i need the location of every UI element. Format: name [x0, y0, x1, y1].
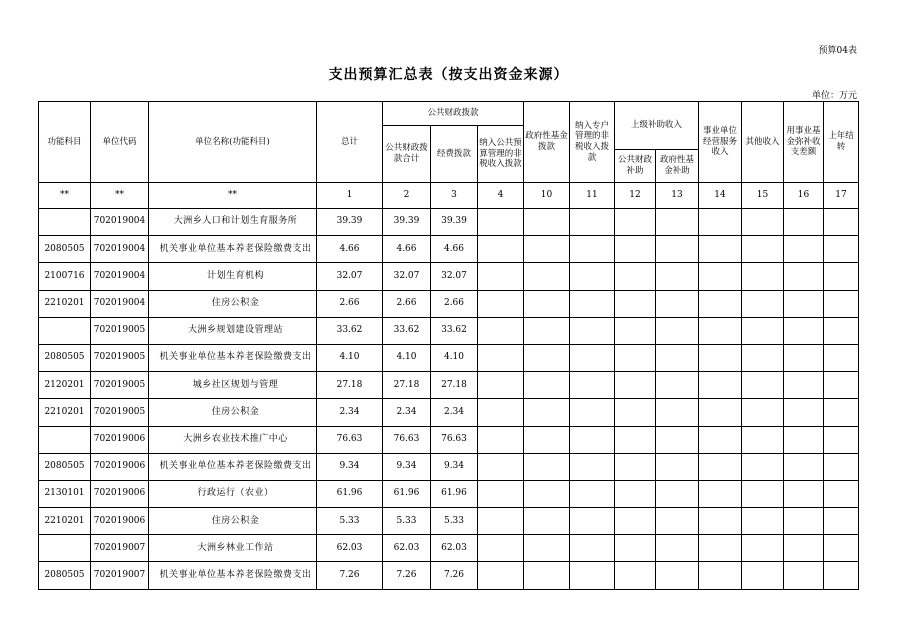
- cell-empty: [742, 317, 784, 344]
- cell-empty: [742, 236, 784, 263]
- cell-empty: [615, 344, 656, 371]
- cell-empty: [615, 535, 656, 562]
- cell-empty: [699, 508, 742, 535]
- cell-empty: [524, 535, 570, 562]
- cell-empty: [742, 535, 784, 562]
- cell-empty: [656, 535, 699, 562]
- cell-code: 702019004: [91, 290, 149, 317]
- cell-total: 27.18: [317, 372, 383, 399]
- cell-empty: [742, 426, 784, 453]
- cell-pf-funding: 2.66: [431, 290, 478, 317]
- cell-empty: [570, 372, 615, 399]
- cell-pf-funding: 32.07: [431, 263, 478, 290]
- cell-code: 702019005: [91, 372, 149, 399]
- unit-label: 单位：万元: [811, 91, 857, 101]
- cell-empty: [615, 562, 656, 589]
- cell-empty: [570, 263, 615, 290]
- cell-empty: [570, 236, 615, 263]
- cell-func: 2210201: [39, 290, 91, 317]
- cell-pf-total: 61.96: [383, 480, 431, 507]
- cell-name: 大洲乡林业工作站: [149, 535, 317, 562]
- cell-total: 4.66: [317, 236, 383, 263]
- cell-empty: [699, 562, 742, 589]
- cell-empty: [784, 344, 824, 371]
- cell-name: 住房公积金: [149, 290, 317, 317]
- cell-name: 行政运行（农业）: [149, 480, 317, 507]
- table-row: [39, 426, 859, 453]
- cell-total: 76.63: [317, 426, 383, 453]
- cell-empty: [742, 399, 784, 426]
- cell-empty: [824, 344, 859, 371]
- cell-total: 9.34: [317, 453, 383, 480]
- index-cell: 4: [478, 183, 524, 209]
- cell-name: 大洲乡规划建设管理站: [149, 317, 317, 344]
- cell-empty: [570, 480, 615, 507]
- cell-name: 计划生育机构: [149, 263, 317, 290]
- cell-pf-total: 5.33: [383, 508, 431, 535]
- cell-empty: [742, 562, 784, 589]
- cell-empty: [824, 236, 859, 263]
- cell-empty: [784, 290, 824, 317]
- cell-empty: [656, 480, 699, 507]
- cell-code: 702019006: [91, 426, 149, 453]
- table-row: [39, 453, 859, 480]
- cell-pf-funding: 7.26: [431, 562, 478, 589]
- index-cell: 16: [784, 183, 824, 209]
- cell-code: 702019004: [91, 263, 149, 290]
- page-title: 支出预算汇总表（按支出资金来源）: [328, 67, 569, 83]
- cell-empty: [478, 453, 524, 480]
- cell-pf-total: 7.26: [383, 562, 431, 589]
- cell-empty: [570, 426, 615, 453]
- table-row: [39, 399, 859, 426]
- cell-pf-funding: 33.62: [431, 317, 478, 344]
- cell-empty: [699, 290, 742, 317]
- cell-empty: [615, 480, 656, 507]
- cell-empty: [570, 535, 615, 562]
- cell-code: 702019004: [91, 236, 149, 263]
- index-cell: 12: [615, 183, 656, 209]
- cell-empty: [524, 263, 570, 290]
- header-sup-gov-fund: 政府性基金补助: [656, 150, 699, 183]
- index-row: [39, 183, 859, 209]
- cell-empty: [570, 317, 615, 344]
- cell-empty: [699, 344, 742, 371]
- cell-empty: [824, 399, 859, 426]
- cell-code: 702019005: [91, 317, 149, 344]
- index-cell: **: [149, 183, 317, 209]
- cell-pf-total: 39.39: [383, 209, 431, 236]
- cell-empty: [784, 263, 824, 290]
- cell-func: 2100716: [39, 263, 91, 290]
- cell-empty: [478, 535, 524, 562]
- cell-func: 2210201: [39, 399, 91, 426]
- cell-empty: [570, 562, 615, 589]
- cell-empty: [784, 426, 824, 453]
- cell-empty: [656, 344, 699, 371]
- cell-total: 39.39: [317, 209, 383, 236]
- cell-empty: [699, 372, 742, 399]
- budget-table: [38, 101, 859, 590]
- cell-total: 7.26: [317, 562, 383, 589]
- cell-total: 33.62: [317, 317, 383, 344]
- cell-empty: [824, 317, 859, 344]
- cell-empty: [656, 399, 699, 426]
- table-row: [39, 562, 859, 589]
- table-body: [39, 209, 859, 590]
- cell-code: 702019006: [91, 480, 149, 507]
- cell-empty: [742, 372, 784, 399]
- index-cell: 3: [431, 183, 478, 209]
- cell-code: 702019005: [91, 344, 149, 371]
- cell-pf-funding: 27.18: [431, 372, 478, 399]
- cell-empty: [742, 263, 784, 290]
- cell-empty: [478, 562, 524, 589]
- cell-empty: [570, 399, 615, 426]
- cell-code: 702019007: [91, 562, 149, 589]
- cell-empty: [824, 535, 859, 562]
- cell-empty: [478, 317, 524, 344]
- cell-empty: [656, 317, 699, 344]
- cell-empty: [524, 508, 570, 535]
- cell-empty: [478, 290, 524, 317]
- cell-empty: [524, 290, 570, 317]
- cell-empty: [824, 508, 859, 535]
- table-row: [39, 372, 859, 399]
- cell-total: 4.10: [317, 344, 383, 371]
- cell-empty: [615, 372, 656, 399]
- cell-empty: [742, 453, 784, 480]
- cell-empty: [478, 426, 524, 453]
- cell-func: 2210201: [39, 508, 91, 535]
- cell-empty: [656, 236, 699, 263]
- cell-code: 702019006: [91, 508, 149, 535]
- cell-empty: [570, 453, 615, 480]
- cell-empty: [742, 290, 784, 317]
- table-row: [39, 236, 859, 263]
- index-cell: 10: [524, 183, 570, 209]
- header-business-income: 事业单位经营服务收入: [699, 102, 742, 183]
- cell-empty: [656, 508, 699, 535]
- cell-pf-funding: 76.63: [431, 426, 478, 453]
- cell-pf-funding: 62.03: [431, 535, 478, 562]
- cell-empty: [656, 453, 699, 480]
- cell-empty: [824, 453, 859, 480]
- cell-empty: [615, 453, 656, 480]
- header-special-nontax: 纳入专户管理的非税收入拨款: [570, 102, 615, 183]
- cell-empty: [742, 209, 784, 236]
- cell-pf-total: 33.62: [383, 317, 431, 344]
- cell-empty: [742, 508, 784, 535]
- cell-empty: [784, 317, 824, 344]
- cell-func: [39, 209, 91, 236]
- cell-empty: [615, 426, 656, 453]
- cell-empty: [699, 480, 742, 507]
- table-row: [39, 290, 859, 317]
- header-public-finance: 公共财政拨款: [383, 102, 524, 126]
- header-pf-nontax: 纳入公共预算管理的非税收入拨款: [478, 126, 524, 183]
- cell-empty: [478, 372, 524, 399]
- cell-pf-total: 9.34: [383, 453, 431, 480]
- table-row: [39, 317, 859, 344]
- cell-empty: [615, 263, 656, 290]
- cell-empty: [784, 372, 824, 399]
- cell-empty: [699, 453, 742, 480]
- header-superior-subsidy: 上级补助收入: [615, 102, 699, 150]
- cell-name: 机关事业单位基本养老保险缴费支出: [149, 236, 317, 263]
- cell-empty: [656, 290, 699, 317]
- cell-empty: [478, 508, 524, 535]
- header-gov-fund: 政府性基金拨款: [524, 102, 570, 183]
- cell-func: 2080505: [39, 344, 91, 371]
- cell-func: 2080505: [39, 562, 91, 589]
- cell-total: 2.66: [317, 290, 383, 317]
- cell-empty: [699, 209, 742, 236]
- cell-total: 32.07: [317, 263, 383, 290]
- cell-pf-funding: 4.10: [431, 344, 478, 371]
- header-fund-offset: 用事业基金弥补收支差额: [784, 102, 824, 183]
- cell-empty: [570, 344, 615, 371]
- cell-total: 62.03: [317, 535, 383, 562]
- cell-empty: [524, 453, 570, 480]
- cell-empty: [824, 263, 859, 290]
- cell-func: 2080505: [39, 236, 91, 263]
- cell-empty: [699, 263, 742, 290]
- cell-func: [39, 317, 91, 344]
- cell-empty: [699, 399, 742, 426]
- cell-empty: [524, 426, 570, 453]
- cell-name: 大洲乡农业技术推广中心: [149, 426, 317, 453]
- header-unit-code: 单位代码: [91, 102, 149, 183]
- cell-empty: [824, 372, 859, 399]
- cell-empty: [824, 290, 859, 317]
- cell-empty: [615, 290, 656, 317]
- cell-pf-funding: 9.34: [431, 453, 478, 480]
- cell-empty: [570, 508, 615, 535]
- cell-empty: [615, 399, 656, 426]
- cell-empty: [699, 236, 742, 263]
- cell-empty: [699, 426, 742, 453]
- cell-pf-funding: 2.34: [431, 399, 478, 426]
- cell-empty: [615, 236, 656, 263]
- header-unit-name: 单位名称(功能科目): [149, 102, 317, 183]
- cell-pf-funding: 4.66: [431, 236, 478, 263]
- cell-code: 702019005: [91, 399, 149, 426]
- cell-pf-total: 62.03: [383, 535, 431, 562]
- cell-empty: [784, 480, 824, 507]
- cell-empty: [824, 480, 859, 507]
- cell-func: [39, 426, 91, 453]
- cell-pf-total: 27.18: [383, 372, 431, 399]
- cell-empty: [656, 372, 699, 399]
- cell-empty: [478, 263, 524, 290]
- table-row: [39, 263, 859, 290]
- cell-empty: [524, 209, 570, 236]
- table-row: [39, 480, 859, 507]
- index-cell: **: [39, 183, 91, 209]
- header-total: 总计: [317, 102, 383, 183]
- cell-name: 机关事业单位基本养老保险缴费支出: [149, 453, 317, 480]
- index-cell: 15: [742, 183, 784, 209]
- cell-empty: [524, 317, 570, 344]
- index-cell: **: [91, 183, 149, 209]
- cell-pf-funding: 39.39: [431, 209, 478, 236]
- cell-empty: [524, 236, 570, 263]
- cell-total: 5.33: [317, 508, 383, 535]
- index-cell: 1: [317, 183, 383, 209]
- cell-empty: [699, 317, 742, 344]
- cell-empty: [615, 508, 656, 535]
- cell-total: 2.34: [317, 399, 383, 426]
- cell-empty: [784, 535, 824, 562]
- table-row: [39, 535, 859, 562]
- cell-empty: [742, 344, 784, 371]
- cell-empty: [524, 372, 570, 399]
- header-sup-public: 公共财政补助: [615, 150, 656, 183]
- cell-empty: [824, 562, 859, 589]
- table-header: [39, 102, 859, 209]
- cell-empty: [824, 426, 859, 453]
- cell-empty: [478, 344, 524, 371]
- cell-empty: [742, 480, 784, 507]
- header-pf-total: 公共财政拨款合计: [383, 126, 431, 183]
- cell-name: 大洲乡人口和计划生育服务所: [149, 209, 317, 236]
- cell-code: 702019004: [91, 209, 149, 236]
- header-pf-funding: 经费拨款: [431, 126, 478, 183]
- cell-empty: [784, 562, 824, 589]
- cell-name: 机关事业单位基本养老保险缴费支出: [149, 344, 317, 371]
- cell-empty: [656, 209, 699, 236]
- cell-empty: [524, 399, 570, 426]
- cell-empty: [524, 344, 570, 371]
- index-cell: 11: [570, 183, 615, 209]
- index-cell: 13: [656, 183, 699, 209]
- cell-pf-total: 4.10: [383, 344, 431, 371]
- cell-empty: [478, 209, 524, 236]
- cell-total: 61.96: [317, 480, 383, 507]
- header-func-subject: 功能科目: [39, 102, 91, 183]
- cell-empty: [656, 263, 699, 290]
- cell-empty: [784, 453, 824, 480]
- cell-pf-total: 2.66: [383, 290, 431, 317]
- cell-empty: [615, 209, 656, 236]
- cell-code: 702019006: [91, 453, 149, 480]
- cell-empty: [478, 480, 524, 507]
- cell-func: 2130101: [39, 480, 91, 507]
- cell-empty: [784, 399, 824, 426]
- index-cell: 17: [824, 183, 859, 209]
- cell-empty: [478, 236, 524, 263]
- cell-empty: [784, 236, 824, 263]
- cell-name: 住房公积金: [149, 399, 317, 426]
- cell-empty: [615, 317, 656, 344]
- cell-pf-total: 32.07: [383, 263, 431, 290]
- cell-name: 住房公积金: [149, 508, 317, 535]
- header-carryover: 上年结转: [824, 102, 859, 183]
- cell-pf-total: 76.63: [383, 426, 431, 453]
- table-row: [39, 508, 859, 535]
- cell-name: 城乡社区规划与管理: [149, 372, 317, 399]
- index-cell: 2: [383, 183, 431, 209]
- cell-empty: [524, 562, 570, 589]
- cell-name: 机关事业单位基本养老保险缴费支出: [149, 562, 317, 589]
- cell-pf-funding: 5.33: [431, 508, 478, 535]
- header-other-income: 其他收入: [742, 102, 784, 183]
- cell-pf-total: 4.66: [383, 236, 431, 263]
- cell-func: 2080505: [39, 453, 91, 480]
- cell-empty: [478, 399, 524, 426]
- form-code: 预算04表: [818, 46, 857, 56]
- cell-empty: [656, 426, 699, 453]
- cell-empty: [699, 535, 742, 562]
- cell-pf-total: 2.34: [383, 399, 431, 426]
- cell-empty: [570, 290, 615, 317]
- cell-func: [39, 535, 91, 562]
- cell-empty: [656, 562, 699, 589]
- cell-func: 2120201: [39, 372, 91, 399]
- cell-empty: [784, 508, 824, 535]
- cell-empty: [570, 209, 615, 236]
- table-row: [39, 209, 859, 236]
- cell-empty: [784, 209, 824, 236]
- cell-empty: [524, 480, 570, 507]
- table-row: [39, 344, 859, 371]
- cell-pf-funding: 61.96: [431, 480, 478, 507]
- cell-empty: [824, 209, 859, 236]
- cell-code: 702019007: [91, 535, 149, 562]
- index-cell: 14: [699, 183, 742, 209]
